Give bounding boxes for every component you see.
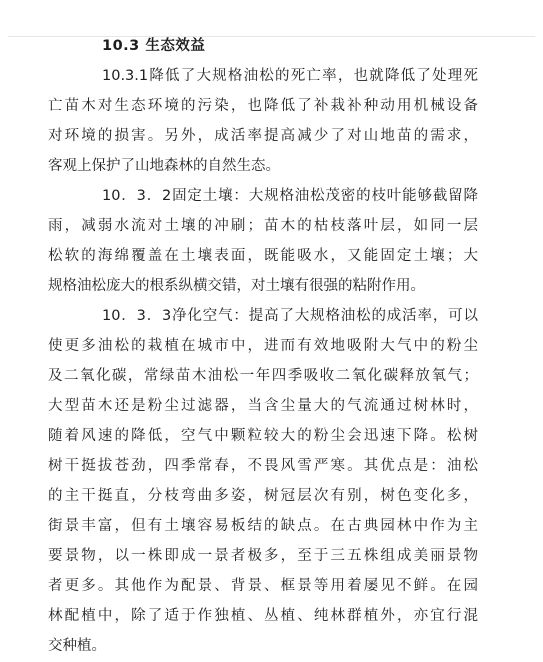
section-heading: 10.3 生态效益 [102, 38, 206, 54]
text-line: 要景物，以一株即成一景者极多，至于三五株组成美丽景物 [48, 548, 478, 564]
text-line: 雨，减弱水流对土壤的冲刷；苗木的枯枝落叶层，如同一层 [48, 218, 478, 234]
text-line: 树干挺拔苍劲，四季常春，不畏风雪严寒。其优点是：油松 [48, 458, 478, 474]
text-line: 街景丰富，但有土壤容易板结的缺点。在古典园林中作为主 [48, 518, 478, 534]
paragraph-air-purification [48, 301, 478, 661]
text-line: 者更多。其他作为配景、背景、框景等用着屡见不鲜。在园 [48, 578, 478, 594]
text-line: 大型苗木还是粉尘过滤器，当含尘量大的气流通过树林时， [48, 398, 478, 414]
text-line: 客观上保护了山地森林的自然生态。 [48, 158, 280, 174]
text-line: 10．3．2固定土壤：大规格油松茂密的枝叶能够截留降 [102, 188, 478, 204]
text-line: 亡苗木对生态环境的污染，也降低了补栽补种动用机械设备 [48, 98, 478, 114]
text-line: 规格油松庞大的根系纵横交错，对土壤有很强的粘附作用。 [48, 278, 425, 294]
text-line: 10.3.1降低了大规格油松的死亡率，也就降低了处理死 [102, 68, 478, 84]
text-line: 松软的海绵覆盖在土壤表面，既能吸水，又能固定土壤；大 [48, 248, 478, 264]
text-line: 的主干挺直，分枝弯曲多姿，树冠层次有别，树色变化多， [48, 488, 478, 504]
paragraph-survival-rate [48, 61, 478, 181]
text-line: 使更多油松的栽植在城市中，进而有效地吸附大气中的粉尘 [48, 338, 478, 354]
document-page [48, 31, 478, 661]
text-line: 10．3．3净化空气：提高了大规格油松的成活率，可以 [102, 308, 478, 324]
paragraph-soil-fixation [48, 181, 478, 301]
text-line: 对环境的损害。另外，成活率提高减少了对山地苗的需求， [48, 128, 478, 144]
text-line: 随着风速的降低，空气中颗粒较大的粉尘会迅速下降。松树 [48, 428, 478, 444]
text-line: 交种植。 [48, 638, 106, 654]
text-line: 林配植中，除了适于作独植、丛植、纯林群植外，亦宜行混 [48, 608, 478, 624]
text-line: 及二氧化碳，常绿苗木油松一年四季吸收二氧化碳释放氧气； [48, 368, 478, 384]
